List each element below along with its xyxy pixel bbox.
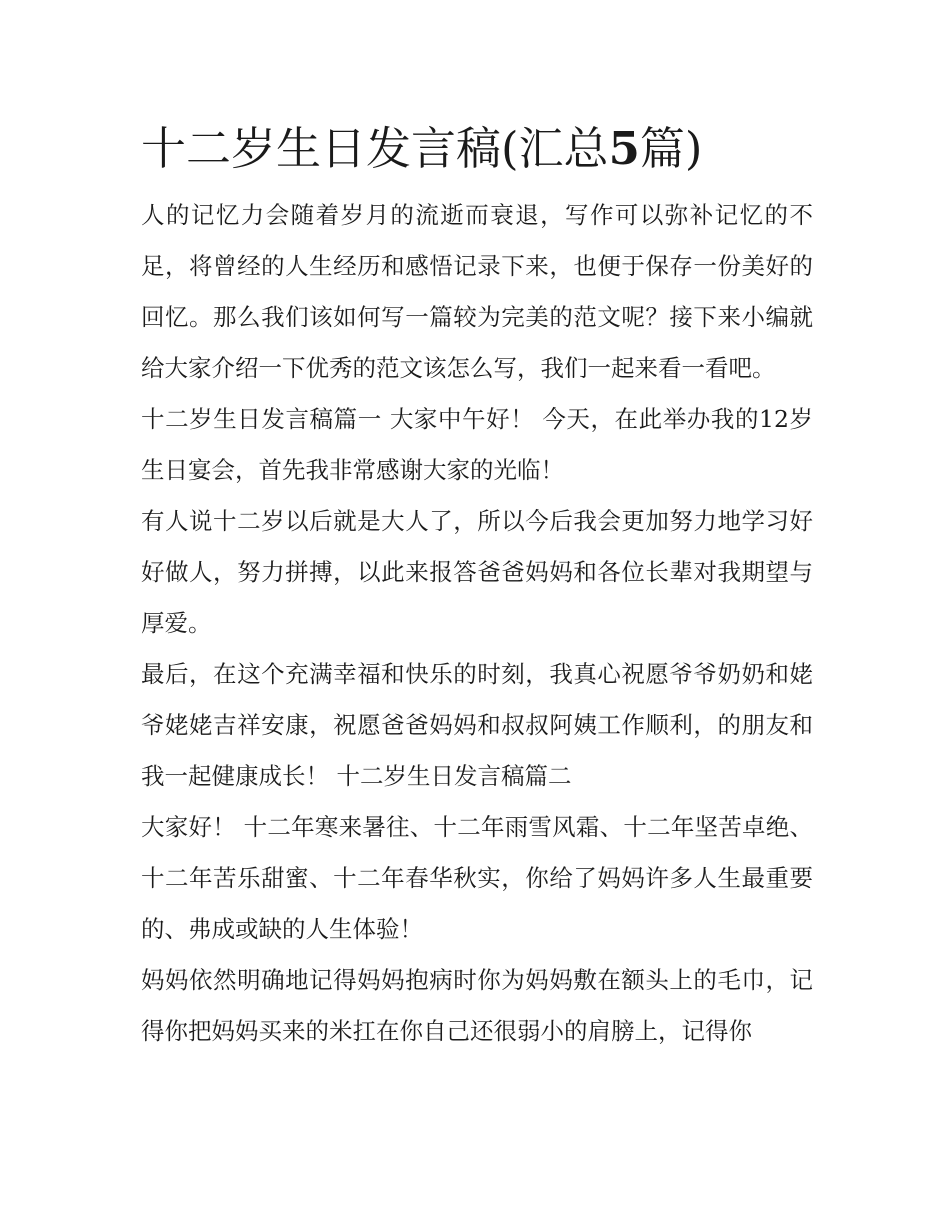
paragraph-speech-two-memories: 妈妈依然明确地记得妈妈抱病时你为妈妈敷在额头上的毛巾，记得你把妈妈买来的米扛在你自己还很弱小的肩膀上，记得你 bbox=[141, 966, 813, 1045]
title-text-part2: 篇) bbox=[639, 122, 703, 175]
paragraph-speech-two-opening: 大家好！ 十二年寒来暑往、十二年雨雪风霜、十二年坚苦卓绝、十二年苦乐甜蜜、十二年春华秋实，你给了妈妈许多人生最重要的、弗成或缺的人生体验！ bbox=[141, 813, 813, 943]
document-title bbox=[141, 118, 813, 180]
title-text-part1: 十二岁生日发言稿(汇总 bbox=[141, 122, 609, 175]
paragraph-speech-one-opening: 十二岁生日发言稿篇一 大家中午好！ 今天，在此举办我的12岁生日宴会，首先我非常感谢大家的光临！ bbox=[141, 405, 813, 484]
paragraph-intro: 人的记忆力会随着岁月的流逝而衰退，写作可以弥补记忆的不足，将曾经的人生经历和感悟记录下来，也便于保存一份美好的回忆。那么我们该如何写一篇较为完美的范文呢？接下来小编就给大家介绍一下优秀的范文该怎么写，我们一起来看一看吧。 bbox=[141, 201, 813, 382]
document-body bbox=[141, 118, 813, 1057]
paragraph-speech-one-closing: 最后，在这个充满幸福和快乐的时刻，我真心祝愿爷爷奶奶和姥爷姥姥吉祥安康，祝愿爸爸妈妈和叔叔阿姨工作顺利，的朋友和我一起健康成长！ 十二岁生日发言稿篇二 bbox=[141, 660, 813, 790]
title-number: 5 bbox=[608, 122, 640, 175]
paragraph-speech-one-promise: 有人说十二岁以后就是大人了，所以今后我会更加努力地学习好好做人，努力拼搏，以此来报答爸爸妈妈和各位长辈对我期望与厚爱。 bbox=[141, 507, 813, 637]
